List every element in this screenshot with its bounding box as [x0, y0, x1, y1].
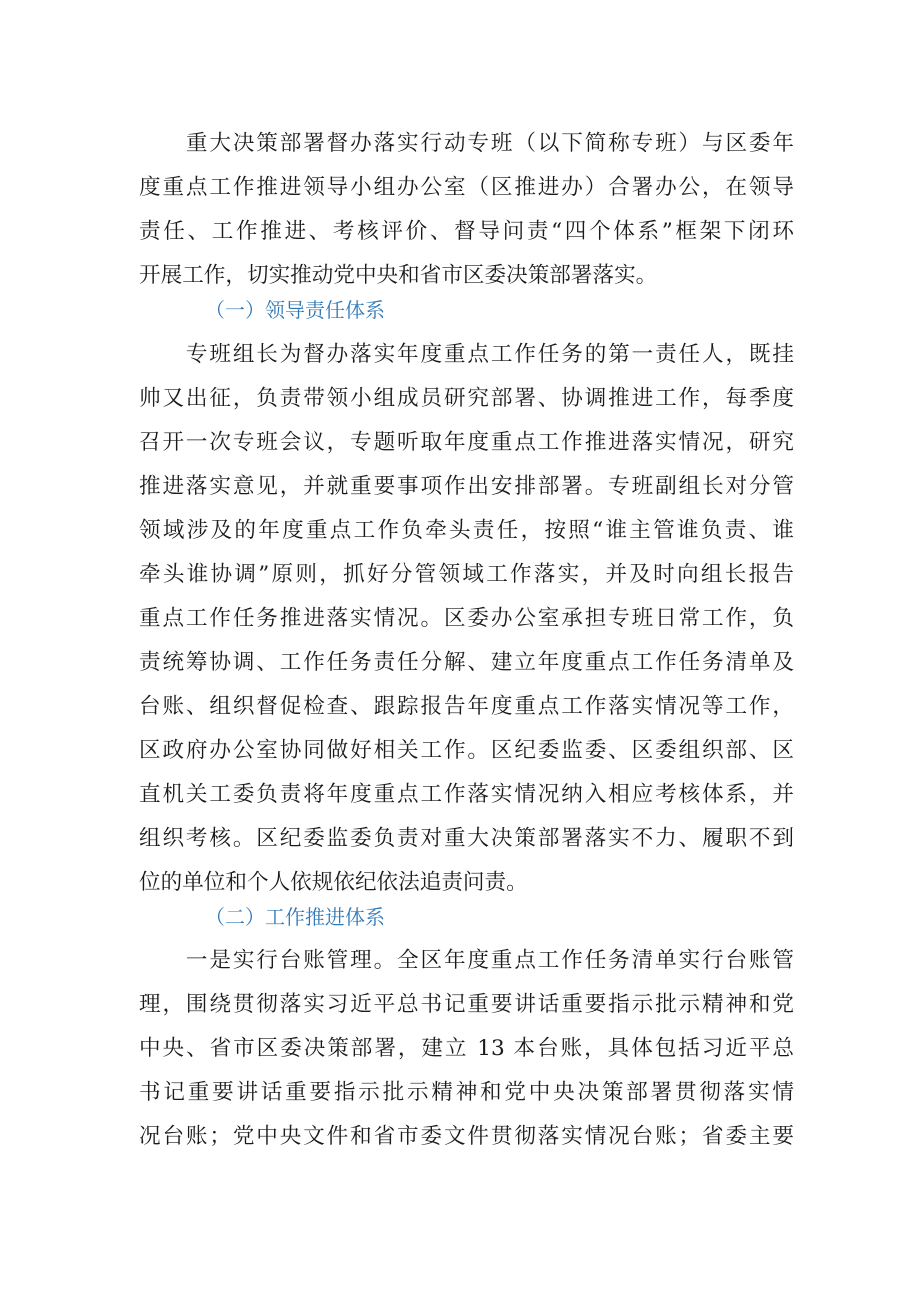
- text-line: 开展工作，切实推动党中央和省市区委决策部署落实。: [139, 263, 658, 288]
- text-line: 专班组长为督办落实年度重点工作任务的第一责任人，既挂: [139, 342, 794, 367]
- text-line: 一是实行台账管理。全区年度重点工作任务清单实行台账管: [139, 948, 794, 973]
- text-line: 责任、工作推进、考核评价、督导问责“四个体系”框架下闭环: [139, 219, 794, 244]
- text-line: 召开一次专班会议，专题听取年度重点工作推进落实情况，研究: [139, 430, 794, 455]
- text-line: 重点工作任务推进落实情况。区委办公室承担专班日常工作，负: [139, 606, 794, 631]
- text-line: 领域涉及的年度重点工作负牵头责任，按照“谁主管谁负责、谁: [139, 518, 794, 543]
- text-line: 牵头谁协调”原则，抓好分管领域工作落实，并及时向组长报告: [139, 562, 794, 587]
- text-line: 推进落实意见，并就重要事项作出安排部署。专班副组长对分管: [139, 474, 794, 499]
- text-line: 理，围绕贯彻落实习近平总书记重要讲话重要指示批示精神和党: [139, 992, 794, 1017]
- section-heading-1: [139, 288, 794, 332]
- text-line: 中央、省市区委决策部署，建立 13 本台账，具体包括习近平总: [139, 1036, 794, 1061]
- text-line: 区政府办公室协同做好相关工作。区纪委监委、区委组织部、区: [139, 738, 794, 763]
- text-line: 况台账；党中央文件和省市委文件贯彻落实情况台账；省委主要: [139, 1124, 794, 1149]
- section-heading-2: [139, 895, 794, 939]
- text-line: 度重点工作推进领导小组办公室（区推进办）合署办公，在领导: [139, 175, 794, 200]
- text-line: 帅又出征，负责带领小组成员研究部署、协调推进工作，每季度: [139, 386, 794, 411]
- heading-leadership-responsibility: （一）领导责任体系: [205, 298, 385, 322]
- text-line: 责统筹协调、工作任务责任分解、建立年度重点工作任务清单及: [139, 650, 794, 675]
- text-line: 直机关工委负责将年度重点工作落实情况纳入相应考核体系，并: [139, 782, 794, 807]
- leadership-paragraph: [139, 333, 794, 905]
- text-line: 书记重要讲话重要指示批示精神和党中央决策部署贯彻落实情: [139, 1080, 794, 1105]
- text-line: 组织考核。区纪委监委负责对重大决策部署落实不力、履职不到: [139, 826, 794, 851]
- text-line: 重大决策部署督办落实行动专班（以下简称专班）与区委年: [139, 131, 794, 156]
- work-promotion-paragraph: [139, 939, 794, 1159]
- heading-work-promotion: （二）工作推进体系: [205, 905, 385, 929]
- text-line: 位的单位和个人依规依纪依法追责问责。: [139, 870, 528, 895]
- intro-paragraph: [139, 122, 794, 298]
- text-line: 台账、组织督促检查、跟踪报告年度重点工作落实情况等工作，: [139, 694, 794, 719]
